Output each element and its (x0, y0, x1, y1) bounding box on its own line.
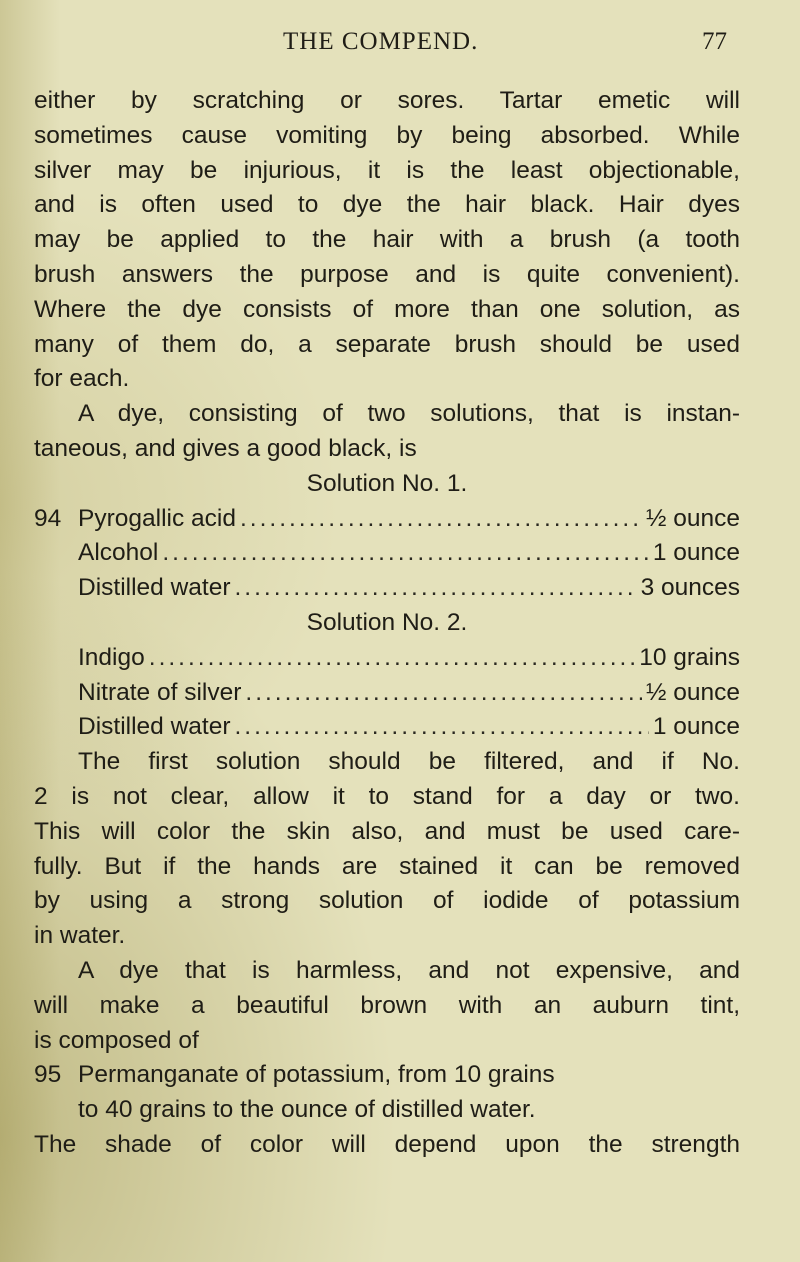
page-number: 77 (702, 28, 727, 55)
text-line: A dye, consisting of two solutions, that is instan- (78, 400, 740, 428)
text-line: silver may be injurious, it is the least objectionable, (34, 156, 740, 184)
solution-heading: Solution No. 2. (306, 608, 468, 636)
recipe-number: 94 (34, 504, 62, 532)
text-line: many of them do, a separate brush should be used (34, 330, 740, 358)
solution-1 (34, 467, 740, 606)
paragraph-3 (34, 745, 740, 954)
text-line: will make a beautiful brown with an auburn tint, (34, 991, 740, 1019)
recipe-row (34, 641, 740, 676)
dot-leader (240, 502, 642, 537)
text-line: may be applied to the hair with a brush (a tooth (34, 226, 740, 254)
body-text (34, 84, 740, 1163)
paragraph-5 (34, 1128, 740, 1163)
text-line: either by scratching or sores. Tartar emetic will (34, 87, 740, 114)
recipe-row (34, 502, 740, 537)
text-line: and is often used to dye the hair black. Hair dyes (34, 191, 740, 219)
text-line: fully. But if the hands are stained it can be removed (34, 852, 740, 880)
text-line: brush answers the purpose and is quite convenient). (34, 260, 740, 288)
ingredient-quantity: 10 grains (639, 643, 740, 671)
ingredient-name: Indigo (78, 643, 145, 671)
running-title: THE COMPEND. (283, 28, 479, 55)
ingredient-quantity: 3 ounces (640, 574, 740, 602)
dot-leader (235, 710, 649, 745)
recipe-number: 95 (34, 1061, 62, 1089)
dot-leader (162, 536, 648, 571)
text-line: in water. (34, 922, 126, 950)
recipe-text: to 40 grains to the ounce of distilled water. (78, 1096, 536, 1124)
text-line: sometimes cause vomiting by being absorbed. While (34, 121, 740, 149)
text-line: The shade of color will depend upon the strength (34, 1130, 740, 1158)
recipe-text: Permanganate of potassium, from 10 grains (78, 1061, 555, 1089)
text-line: is composed of (34, 1026, 199, 1054)
paragraph-2 (34, 397, 740, 467)
dot-leader (235, 571, 637, 606)
recipe-row (34, 676, 740, 711)
recipe-row (34, 536, 740, 571)
text-line: This will color the skin also, and must be used care- (34, 817, 740, 845)
recipe-row (34, 571, 740, 606)
text-line: Where the dye consists of more than one solution, as (34, 295, 740, 323)
ingredient-name: Pyrogallic acid (78, 504, 236, 532)
paragraph-4 (34, 954, 740, 1058)
ingredient-quantity: 1 ounce (652, 539, 740, 567)
text-line: 2 is not clear, allow it to stand for a day or two. (34, 782, 740, 810)
ingredient-quantity: 1 ounce (652, 713, 740, 741)
text-line: for each. (34, 365, 130, 393)
page-header (0, 28, 800, 68)
ingredient-name: Nitrate of silver (78, 678, 242, 706)
solution-heading: Solution No. 1. (306, 469, 468, 497)
ingredient-name: Distilled water (78, 713, 231, 741)
text-line: The first solution should be filtered, and if No. (78, 748, 740, 776)
ingredient-quantity: ½ ounce (646, 504, 740, 532)
solution-2 (34, 606, 740, 745)
text-line: by using a strong solution of iodide of potassium (34, 887, 740, 915)
dot-leader (149, 641, 635, 676)
recipe-row (34, 710, 740, 745)
dot-leader (245, 676, 642, 711)
ingredient-name: Alcohol (78, 539, 159, 567)
text-line: taneous, and gives a good black, is (34, 434, 417, 462)
paragraph-1 (34, 84, 740, 397)
ingredient-quantity: ½ ounce (646, 678, 740, 706)
recipe-95 (34, 1058, 740, 1128)
text-line: A dye that is harmless, and not expensive, and (78, 956, 740, 984)
recipe-row (34, 1058, 740, 1093)
ingredient-name: Distilled water (78, 574, 231, 602)
